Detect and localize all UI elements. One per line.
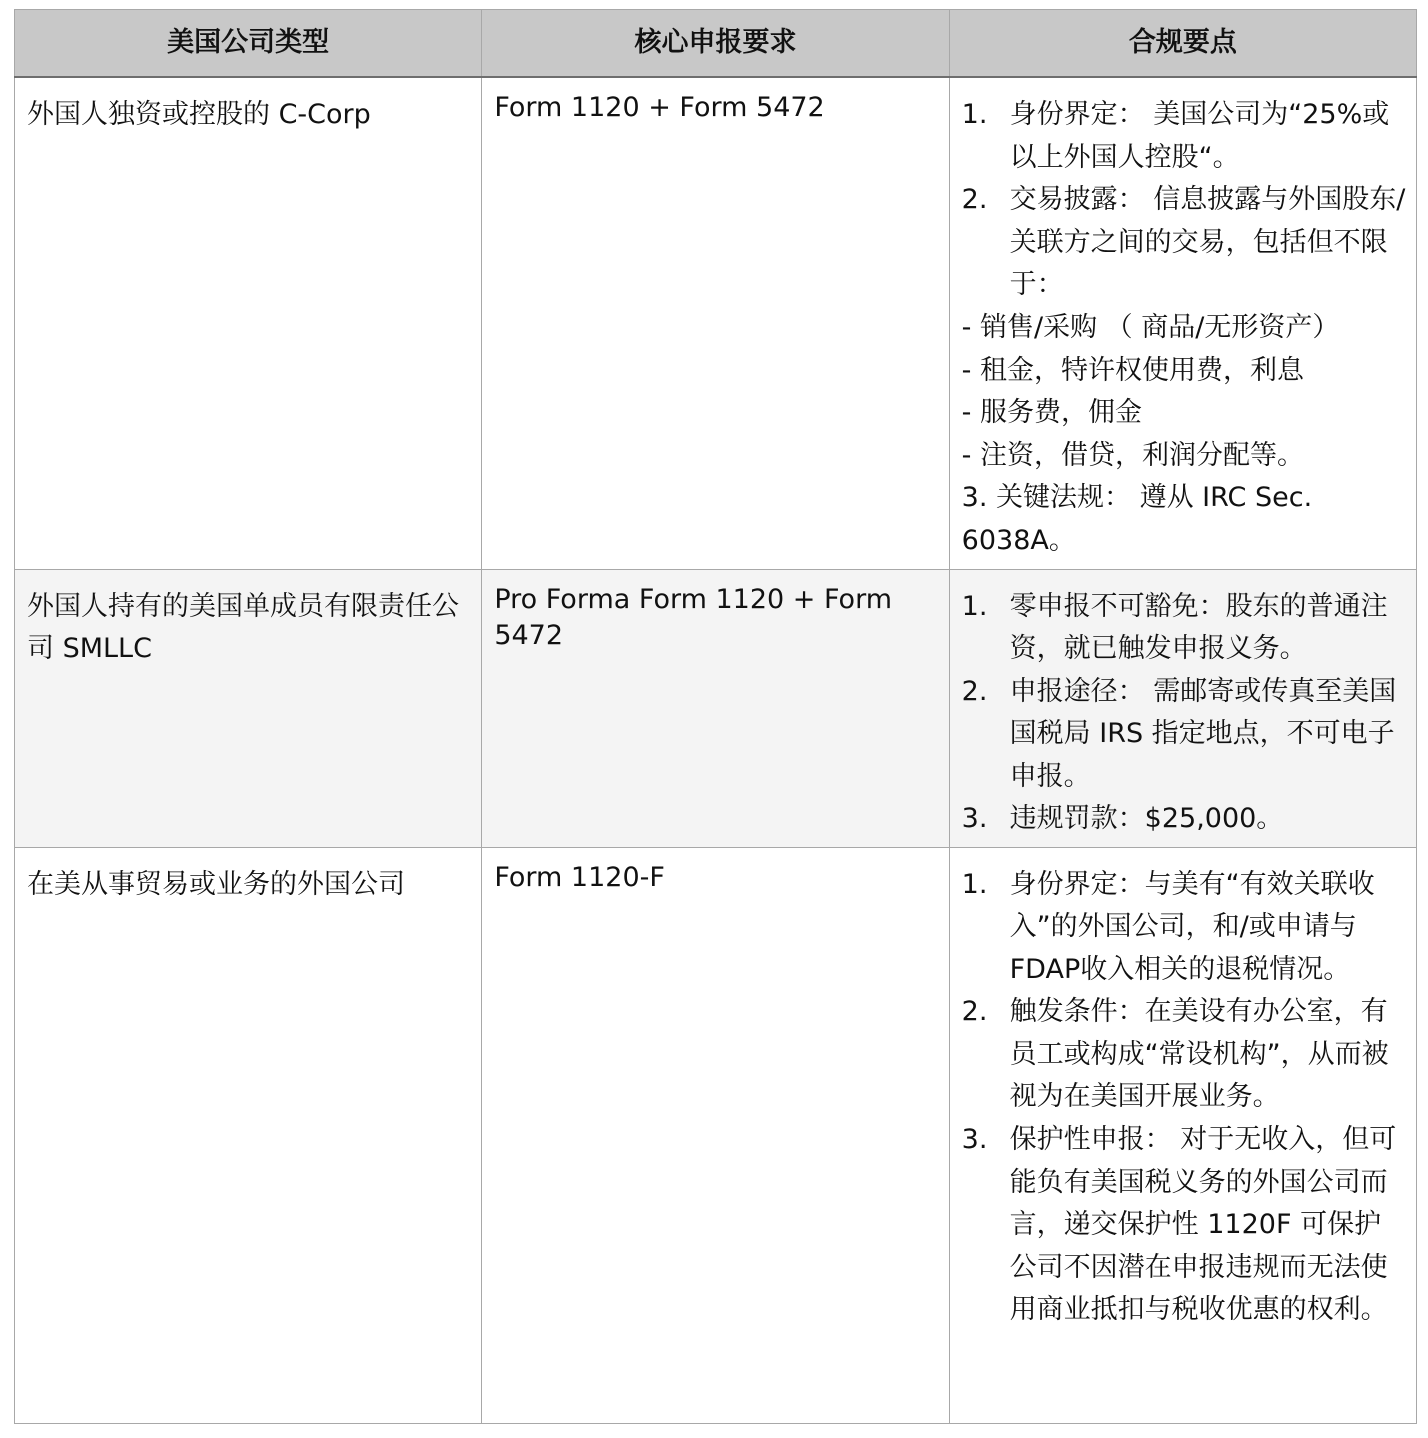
list-item (962, 991, 1406, 1119)
sub-item: - 销售/采购 （ 商品/无形资产） (961, 311, 1340, 343)
list-item (962, 586, 1406, 671)
table-row (15, 77, 1417, 569)
header-company-type: 美国公司类型 (15, 10, 482, 78)
compliance-cell (949, 77, 1416, 569)
list-item (962, 671, 1406, 799)
list-item-text: 违规罚款：$25,000。 (1009, 803, 1284, 835)
list-item-number: 2. (961, 996, 988, 1028)
sub-item: - 服务费，佣金 (961, 397, 1142, 429)
list-item-number: 1. (961, 590, 988, 622)
filing-requirements-table (14, 9, 1417, 1424)
requirement-text: Pro Forma Form 1120 + Form 5472 (494, 583, 892, 651)
list-item-text: 身份界定： 美国公司为“25%或以上外国人控股“。 (1009, 99, 1390, 173)
list-item-number: 3. (961, 1124, 988, 1156)
header-core-requirement: 核心申报要求 (482, 10, 949, 78)
company-type-cell (15, 77, 482, 569)
table-row (15, 847, 1417, 1423)
requirement-text: Form 1120-F (494, 861, 665, 893)
list-item-text: 保护性申报： 对于无收入，但可能负有美国税义务的外国公司而言，递交保护性 1120F 可保护公司不因潜在申报违规而无法使用商业抵扣与税收优惠的权利。 (1009, 1124, 1397, 1326)
table-row (15, 569, 1417, 847)
list-item (962, 179, 1406, 307)
list-item (962, 1119, 1406, 1332)
requirement-cell (482, 569, 949, 847)
list-item-text: 零申报不可豁免：股东的普通注资，就已触发申报义务。 (1009, 590, 1388, 665)
list-item (962, 94, 1406, 179)
list-item-number: 2. (961, 184, 988, 216)
requirement-text: Form 1120 + Form 5472 (494, 92, 825, 123)
company-type-cell (15, 569, 482, 847)
list-item-text: 触发条件：在美设有办公室，有员工或构成“常设机构”，从而被视为在美国开展业务。 (1009, 996, 1389, 1113)
header-compliance-points: 合规要点 (949, 10, 1416, 78)
list-item-number: 2. (961, 675, 988, 707)
list-item-text: 申报途径： 需邮寄或传真至美国国税局 IRS 指定地点，不可电子申报。 (1009, 675, 1397, 792)
list-item (962, 798, 1406, 841)
requirement-cell (482, 77, 949, 569)
compliance-list (950, 78, 1416, 563)
key-regulation-text: 3. 关键法规： 遵从 IRC Sec. 6038A。 (961, 482, 1313, 556)
company-type-cell (15, 847, 482, 1423)
compliance-list (950, 570, 1416, 842)
list-item-number: 3. (961, 803, 988, 835)
sub-item: - 租金，特许权使用费，利息 (961, 354, 1304, 386)
requirement-cell (482, 847, 949, 1423)
list-item (962, 864, 1406, 992)
list-item-number: 1. (961, 99, 988, 130)
compliance-cell (949, 847, 1416, 1423)
company-type-text: 外国人独资或控股的 C-Corp (27, 99, 371, 130)
company-type-text: 外国人持有的美国单成员有限责任公司 SMLLC (27, 590, 459, 664)
company-type-text: 在美从事贸易或业务的外国公司 (27, 868, 405, 900)
list-item-text: 身份界定：与美有“有效关联收入”的外国公司，和/或申请与FDAP收入相关的退税情况。 (1009, 868, 1375, 985)
compliance-cell (949, 569, 1416, 847)
list-item-text: 交易披露： 信息披露与外国股东/关联方之间的交易，包括但不限于： (1009, 184, 1406, 301)
sub-item: - 注资，借贷，利润分配等。 (961, 439, 1304, 471)
list-item-number: 1. (961, 868, 988, 900)
header-row (15, 10, 1417, 78)
compliance-list (950, 848, 1416, 1333)
